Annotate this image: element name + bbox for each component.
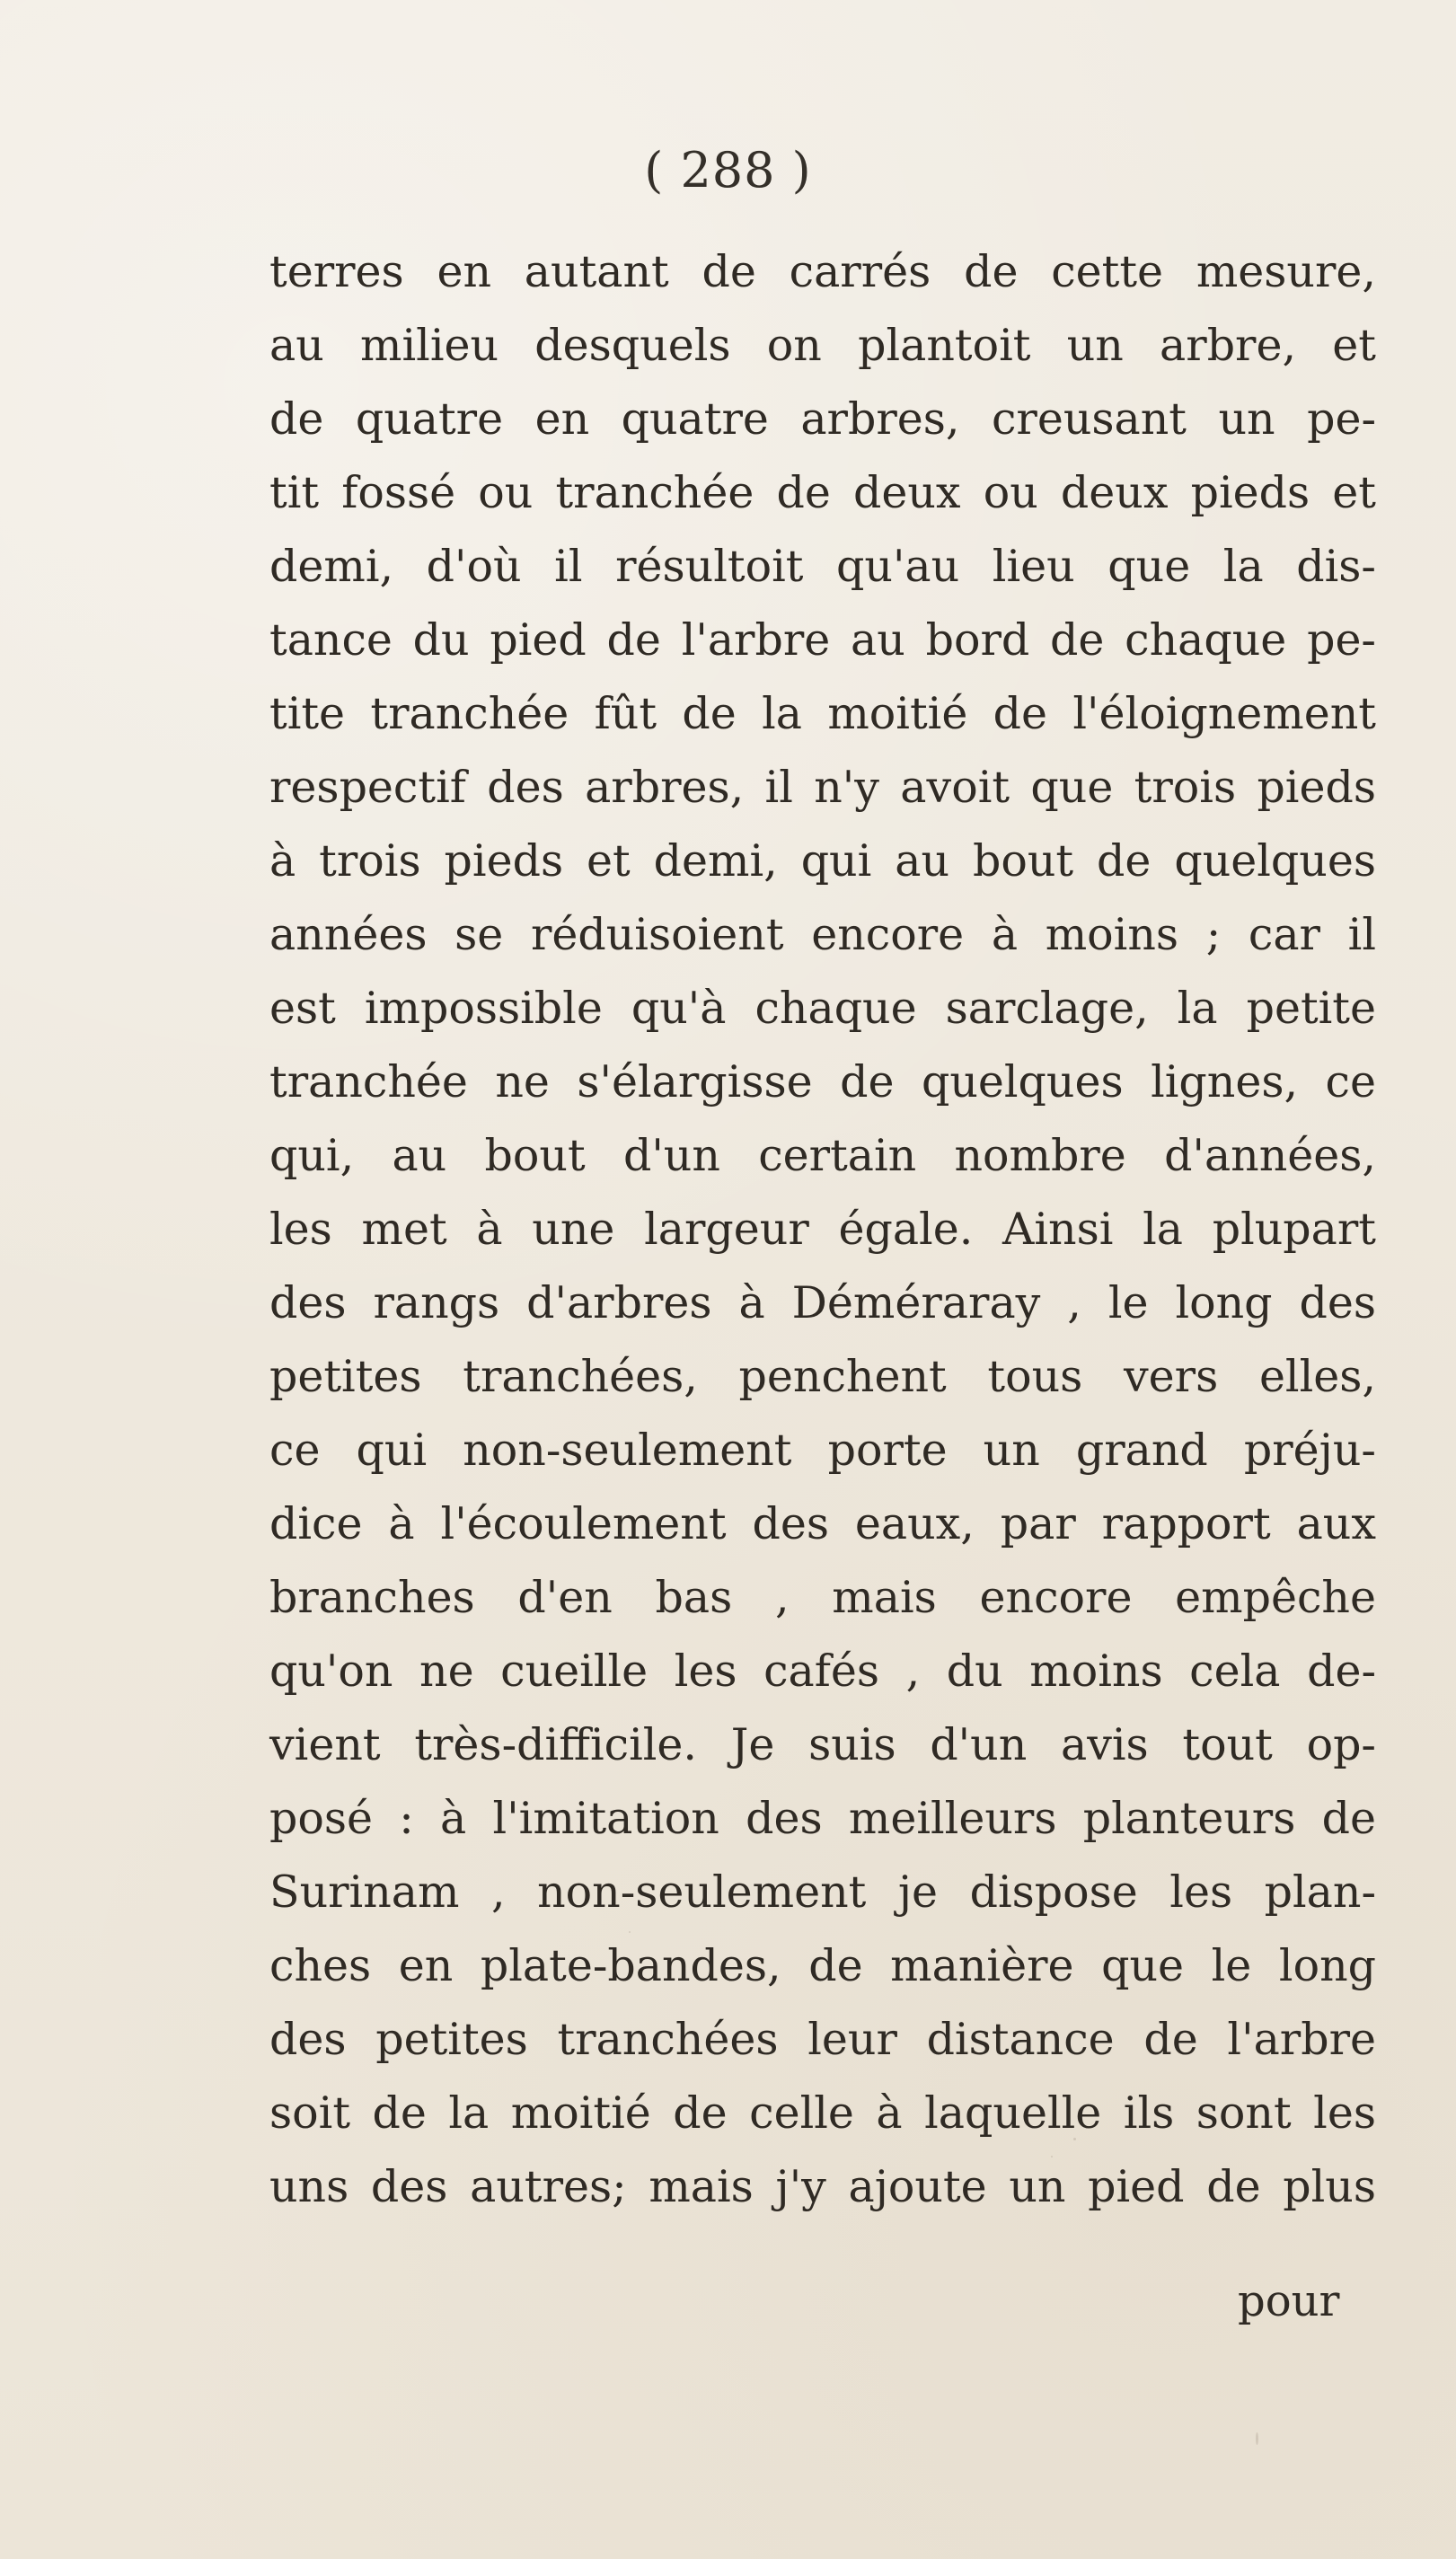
text-line: au milieu desquels on plantoit un arbre, et xyxy=(269,320,1376,371)
text-line: années se réduisoient encore à moins ; car il xyxy=(269,909,1376,960)
text-line: de quatre en quatre arbres, creusant un pe- xyxy=(269,393,1376,445)
paper-speck xyxy=(1256,2432,1258,2445)
text-line: qu'on ne cueille les cafés , du moins cela de- xyxy=(269,1646,1376,1697)
text-line: respectif des arbres, il n'y avoit que trois pieds xyxy=(269,762,1376,813)
text-line: ches en plate-bandes, de manière que le long xyxy=(269,1940,1376,1991)
text-line: tit fossé ou tranchée de deux ou deux pieds et xyxy=(269,467,1376,518)
text-line: uns des autres; mais j'y ajoute un pied de plus xyxy=(269,2161,1376,2212)
text-line: tite tranchée fût de la moitié de l'éloignement xyxy=(269,688,1376,739)
paper-speck xyxy=(1051,2156,1053,2158)
text-line: tranchée ne s'élargisse de quelques lignes, ce xyxy=(269,1056,1376,1107)
page-number: ( 288 ) xyxy=(644,142,812,199)
text-line: qui, au bout d'un certain nombre d'années, xyxy=(269,1130,1376,1181)
paper-speck xyxy=(629,1931,631,1933)
text-line: posé : à l'imitation des meilleurs planteurs de xyxy=(269,1793,1376,1844)
text-line: ce qui non-seulement porte un grand préju- xyxy=(269,1425,1376,1476)
text-line: demi, d'où il résultoit qu'au lieu que la dis- xyxy=(269,541,1376,592)
paper-speck xyxy=(1073,2138,1076,2140)
text-line: branches d'en bas , mais encore empêche xyxy=(269,1572,1376,1623)
text-line: Surinam , non-seulement je dispose les plan- xyxy=(269,1866,1376,1918)
text-line: est impossible qu'à chaque sarclage, la petite xyxy=(269,983,1376,1034)
text-line: vient très-difficile. Je suis d'un avis tout op- xyxy=(269,1719,1376,1770)
text-line: à trois pieds et demi, qui au bout de quelques xyxy=(269,835,1376,887)
text-line: dice à l'écoulement des eaux, par rapport aux xyxy=(269,1498,1376,1549)
text-line: soit de la moitié de celle à laquelle ils sont les xyxy=(269,2087,1376,2139)
catchword: pour xyxy=(1238,2276,1340,2326)
text-line: des rangs d'arbres à Déméraray , le long des xyxy=(269,1277,1376,1328)
text-line: terres en autant de carrés de cette mesure, xyxy=(269,246,1376,297)
paper-speck xyxy=(548,1904,550,1906)
text-line: les met à une largeur égale. Ainsi la plupart xyxy=(269,1204,1376,1255)
text-line: petites tranchées, penchent tous vers elles, xyxy=(269,1351,1376,1402)
text-line: tance du pied de l'arbre au bord de chaque pe- xyxy=(269,614,1376,666)
text-line: des petites tranchées leur distance de l'arbre xyxy=(269,2014,1376,2065)
